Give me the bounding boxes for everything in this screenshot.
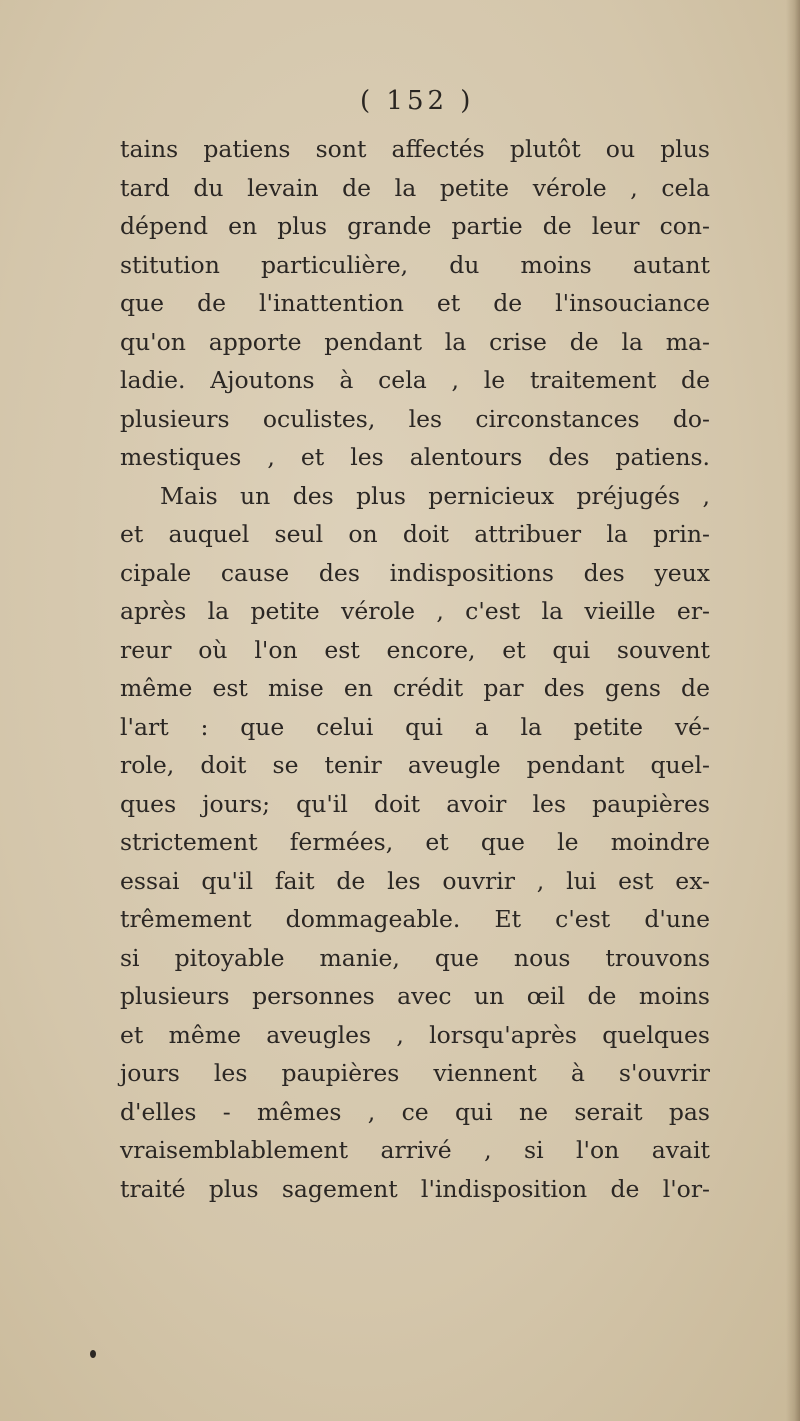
- body-text: [120, 130, 710, 1208]
- text-line: même est mise en crédit par des gens de: [120, 674, 710, 702]
- text-line: ques jours; qu'il doit avoir les paupières: [120, 789, 710, 818]
- text-line: après la petite vérole , c'est la vieille er-: [120, 597, 710, 625]
- text-line: plusieurs personnes avec un œil de moins: [120, 982, 710, 1010]
- text-line: jours les paupières viennent à s'ouvrir: [120, 1059, 710, 1087]
- text-line: strictement fermées, et que le moindre: [120, 828, 710, 856]
- text-line: role, doit se tenir aveugle pendant quel-: [120, 751, 710, 779]
- text-line: et auquel seul on doit attribuer la prin-: [120, 520, 710, 548]
- text-line: d'elles - mêmes , ce qui ne serait pas: [120, 1097, 710, 1126]
- text-line: stitution particulière, du moins autant: [120, 250, 710, 279]
- text-line: qu'on apporte pendant la crise de la ma-: [120, 327, 710, 356]
- page-edge-shadow: [786, 0, 800, 1421]
- text-line: Mais un des plus pernicieux préjugés ,: [160, 481, 710, 510]
- text-line: et même aveugles , lorsqu'après quelques: [120, 1020, 710, 1049]
- text-line: plusieurs oculistes, les circonstances do-: [120, 404, 710, 433]
- text-line: essai qu'il fait de les ouvrir , lui est ex-: [120, 866, 710, 895]
- text-line: traité plus sagement l'indisposition de l'or-: [120, 1174, 710, 1203]
- text-line: que de l'inattention et de l'insouciance: [120, 289, 710, 317]
- text-line: tard du levain de la petite vérole , cela: [120, 173, 710, 202]
- text-line: dépend en plus grande partie de leur con-: [120, 212, 710, 240]
- text-line: tains patiens sont affectés plutôt ou plus: [120, 135, 710, 163]
- text-line: reur où l'on est encore, et qui souvent: [120, 635, 710, 664]
- text-line: ladie. Ajoutons à cela , le traitement de: [120, 366, 710, 394]
- text-line: cipale cause des indispositions des yeux: [120, 558, 710, 587]
- text-line: mestiques , et les alentours des patiens.: [120, 443, 710, 471]
- text-line: si pitoyable manie, que nous trouvons: [120, 943, 710, 972]
- page-number: ( 152 ): [360, 86, 475, 116]
- ink-speck: [90, 1350, 96, 1358]
- text-line: l'art : que celui qui a la petite vé-: [120, 712, 710, 741]
- text-line: trêmement dommageable. Et c'est d'une: [120, 905, 710, 933]
- text-line: vraisemblablement arrivé , si l'on avait: [120, 1136, 710, 1164]
